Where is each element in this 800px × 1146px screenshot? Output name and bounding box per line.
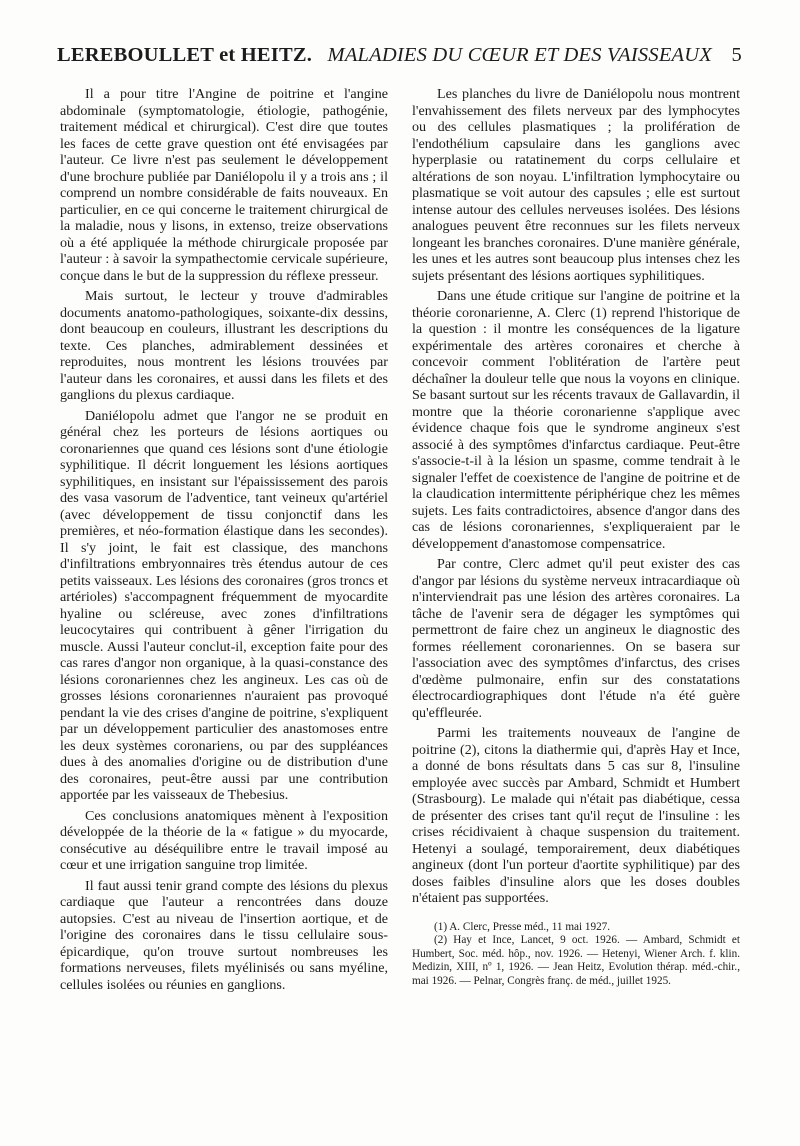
paragraph: Parmi les traitements nouveaux de l'angine de poitrine (2), citons la diathermie qui, d'après Hay et Ince, a donné de bons résultats dans 5 cas sur 8, l'insuline employée avec succès par Ambard, Schmidt et Humbert (Strasbourg). Le malade qui n'était pas diabétique, cessa de présenter des crises tant qu'il reçut de l'insuline : les crises récidivaient à chaque suspension du traitement. Hetenyi a soulagé, temporairement, deux diabétiques angineux (dont l'un porteur d'aortite syphilitique) par des doses faibles d'insuline alors que les doses doubles n'étaient pas supportées. <box>412 725 740 906</box>
left-column <box>60 86 388 993</box>
page-number: 5 <box>731 44 742 66</box>
paragraph: Dans une étude critique sur l'angine de poitrine et la théorie coronarienne, A. Clerc (1) reprend l'historique de la question : il montre les conséquences de la ligature expérimentale des artères coronaires et cherche à concevoir comment l'oblitération de l'artère peut déchaîner la douleur telle que nous la voyons en clinique. Se basant surtout sur les récents travaux de Gallavardin, il montre que la théorie coronarienne s'applique avec évidence chaque fois que le syndrome angineux s'est associé à des symptômes d'infarctus cardiaque. Peut-être s'associe-t-il à la lésion un spasme, comme tendrait à le signaler l'effet de coexistence de l'angine de poitrine et de la claudication intermittente périphérique chez les mêmes sujets. Les faits contradictoires, absence d'angor dans des cas de lésions coronariennes, s'expliqueraient par le développement d'anastomose compensatrice. <box>412 288 740 552</box>
paragraph: Ces conclusions anatomiques mènent à l'exposition développée de la théorie de la « fatigue » du myocarde, consécutive au déséquilibre entre le travail imposé au cœur et une irrigation sanguine trop limitée. <box>60 807 388 873</box>
paragraph: Il a pour titre l'Angine de poitrine et l'angine abdominale (symptomatologie, étiologie, pathogénie, traitement médical et chirurgical). C'est dire que toutes les faces de cette grave question ont été envisagées par l'auteur. Ce livre n'est pas seulement le développement d'une brochure publiée par Daniélopolu il y a trois ans ; il comprend un nombre considérable de faits nouveaux. En particulier, en ce qui concerne le traitement chirurgical de la maladie, nous y lisons, in extenso, treize observations où a été appliquée la méthode chirurgicale proposée par l'auteur : à savoir la sympathectomie cervicale supérieure, conçue dans le but de la suppression du réflexe presseur. <box>60 86 388 284</box>
paragraph: Il faut aussi tenir grand compte des lésions du plexus cardiaque que l'auteur a rencontrées dans douze autopsies. C'est au niveau de l'insertion aortique, et de l'origine des coronaires dans le tissu cellulaire sous-épicardique, qu'on trouve surtout nombreuses les formations nerveuses, filets myélinisés ou sans myéline, cellules isolées ou réunies en ganglions. <box>60 877 388 993</box>
paragraph: Par contre, Clerc admet qu'il peut exister des cas d'angor par lésions du système nerveux intracardiaque où n'interviendrait pas une lésion des artères coronaires. La tâche de l'avenir sera de dégager les symptômes qui permettront de faire chez un angineux le diagnostic des formes réellement coronariennes. On se basera sur l'association avec des symptômes d'infarctus, des crises d'œdème pulmonaire, enfin sur des constatations électrocardiographiques dont l'étude n'a été guère qu'effleurée. <box>412 556 740 721</box>
paragraph: Les planches du livre de Daniélopolu nous montrent l'envahissement des filets nerveux par des lymphocytes ou des cellules plasmatiques ; la prolifération de l'endothélium capsulaire dans les ganglions avec hyperplasie ou ratatinement du corps cellulaire et altérations de son noyau. L'infiltration lymphocytaire ou plasmatique se voit autour des capsules ; elle est surtout intense autour des cellules nerveuses isolées. Des lésions analogues peuvent être reconnues sur les filets nerveux longeant les branches coronaires. D'une manière générale, les unes et les autres sont beaucoup plus intenses chez les sujets présentant des lésions aortiques syphilitiques. <box>412 86 740 284</box>
footnotes <box>412 921 740 989</box>
header-authors: LEREBOULLET et HEITZ. <box>57 44 313 66</box>
paragraph: Mais surtout, le lecteur y trouve d'admirables documents anatomo-pathologiques, soixante-dix dessins, dont beaucoup en couleurs, illustrant les descriptions du texte. Ces planches, admirablement dessinées et reproduites, nous montrent les lésions trouvées par l'auteur dans les coronaires, et aussi dans les filets et des ganglions du plexus cardiaque. <box>60 288 388 403</box>
header-title: MALADIES DU CŒUR ET DES VAISSEAUX <box>327 44 713 66</box>
paragraph: Daniélopolu admet que l'angor ne se produit en général chez les porteurs de lésions aortiques ou coronariennes que quand ces lésions sont d'une étiologie syphilitique. Il décrit longuement les lésions aortiques syphilitiques, en insistant sur l'épaississement des parois des vasa vasorum de l'adventice, tant veineux qu'artériel (avec développement de tissu conjonctif dans les premières, et néo-formation élastique dans les secondes). Il s'y joint, le fait est classique, des manchons d'infiltrations embryonnaires très étendus autour de ces petits vaisseaux. Les lésions des coronaires (gros troncs et artérioles) s'accompagnent fréquemment de myocardite hyaline ou scléreuse, avec zones d'infiltrations leucocytaires qui contribuent à gêner l'irrigation du muscle. Aussi l'auteur conclut-il, exception faite pour des cas rares d'angor non organique, à la quasi-constance des lésions coronariennes chez les angineux. Les cas où de grosses lésions coronariennes n'auraient pas provoqué pendant la vie des crises d'angine de poitrine, s'expliquent par un développement particulier des anastomoses entre les deux systèmes coronariens, ou par des suppléances dues à des anomalies d'origine ou de distribution d'une des coronaires, peut-être aussi par une contribution apportée par les vaisseaux de Thebesius. <box>60 407 388 803</box>
footnote: (1) A. Clerc, Presse méd., 11 mai 1927. <box>434 920 611 933</box>
running-header <box>57 44 742 67</box>
footnote: (2) Hay et Ince, Lancet, 9 oct. 1926. — Ambard, Schmidt et Humbert, Soc. méd. hôp., nov. 1926. — Hetenyi, Wiener Arch. f. klin. Medizin, XIII, nº 1, 1926. — Jean Heitz, Evolution thérap. méd.-chir., mai 1926. — Pelnar, Congrès franç. de méd., juillet 1925. <box>412 934 740 987</box>
right-column <box>412 86 740 988</box>
